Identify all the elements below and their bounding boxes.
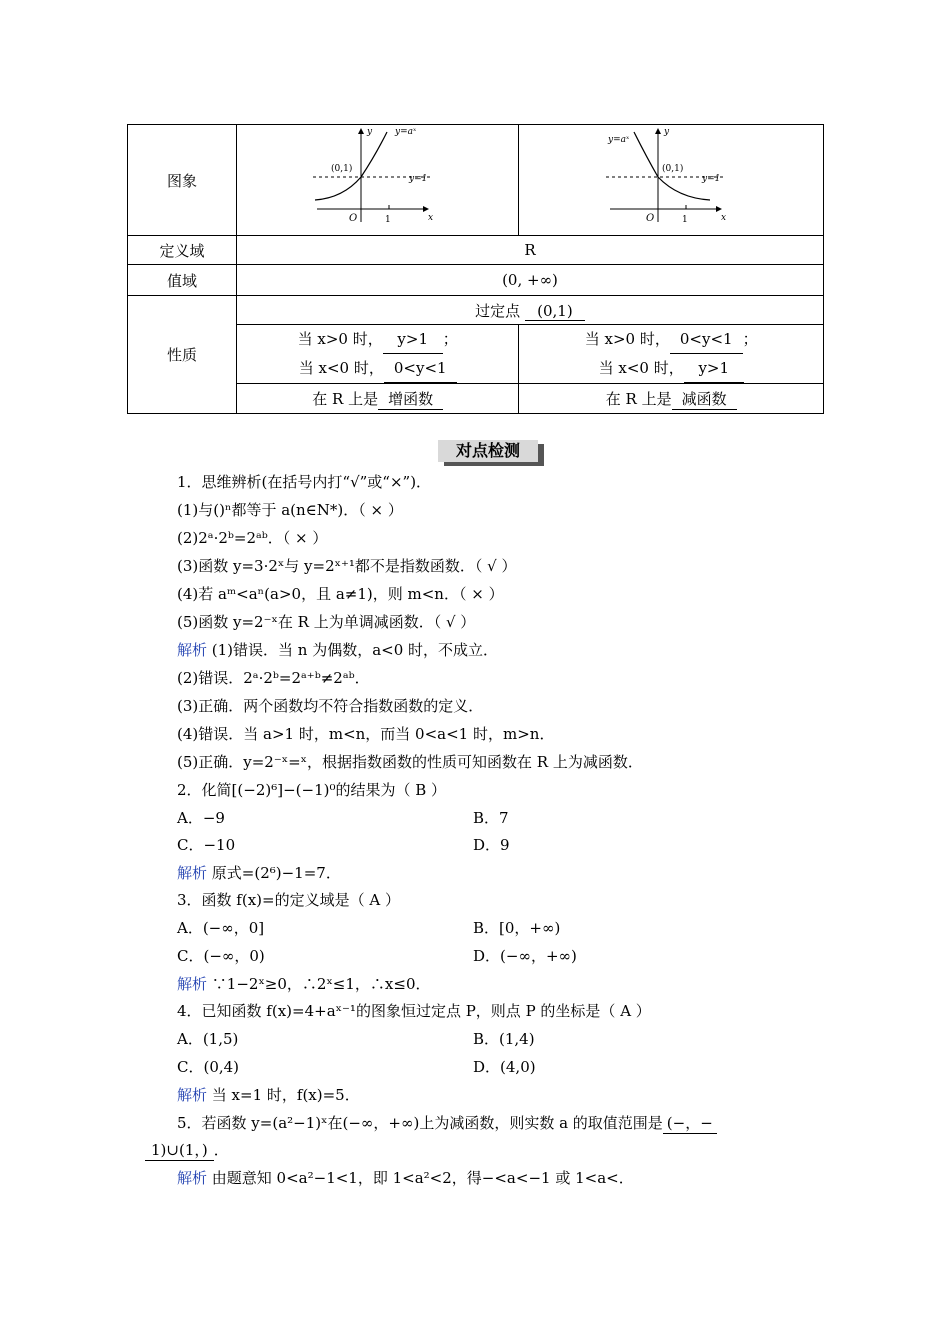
question-5-line-1 xyxy=(177,1112,717,1134)
answer-3-text: ∵1−2ˣ≥0，∴2ˣ≤1，∴x≤0． xyxy=(207,975,431,993)
question-5-line-2 xyxy=(145,1139,229,1161)
fixed-point-answer: (0,1) xyxy=(525,302,585,321)
range-value: (0, +∞) xyxy=(237,265,824,296)
xaxis-label-right: x xyxy=(721,213,727,223)
answer-2-text: 原式=(2⁶)−1=7． xyxy=(207,864,341,882)
right-pos-answer: 0<y<1 xyxy=(670,325,743,354)
question-3-option-c: C．(−∞，0) xyxy=(177,947,265,965)
section-heading xyxy=(438,440,546,466)
graph-row-label: 图象 xyxy=(128,125,237,236)
yaxis-label-left: y xyxy=(366,127,372,137)
analysis-label: 解析 xyxy=(177,1169,208,1187)
question-4-option-c: C．(0,4) xyxy=(177,1058,240,1076)
question-4-option-a: A．(1,5) xyxy=(177,1030,239,1048)
question-3-option-d: D．(−∞，+∞) xyxy=(473,947,577,965)
hline-label-right: y=1 xyxy=(702,174,721,184)
question-4-option-b: B．(1,4) xyxy=(473,1030,535,1048)
right-pos-prefix: 当 x>0 时， xyxy=(584,330,670,348)
left-neg-answer: 0<y<1 xyxy=(384,354,457,383)
answer-2 xyxy=(177,862,341,883)
answer-1-line-2: (2)错误．2ᵃ·2ᵇ=2ᵃ⁺ᵇ≠2ᵃᵇ． xyxy=(177,669,370,687)
answer-1-text: (1)错误．当 n 为偶数，a<0 时，不成立． xyxy=(207,641,499,659)
yaxis-label-right: y xyxy=(664,127,670,137)
point-label-left: (0,1) xyxy=(330,164,353,174)
right-neg-answer: y>1 xyxy=(684,354,744,383)
graph-left-cell xyxy=(237,125,519,236)
fixed-point-prefix: 过定点 xyxy=(475,301,521,320)
answer-5 xyxy=(177,1167,634,1188)
right-monotonic-cell xyxy=(519,384,824,414)
answer-3 xyxy=(177,973,431,994)
origin-label-left: O xyxy=(348,213,357,224)
left-pos-answer: y>1 xyxy=(383,325,443,354)
right-mono-prefix: 在 R 上是 xyxy=(605,389,672,408)
question-2-option-d: D．9 xyxy=(473,836,510,854)
question-4-option-d: D．(4,0) xyxy=(473,1058,536,1076)
tick-label-right: 1 xyxy=(682,215,688,225)
analysis-label: 解析 xyxy=(177,1086,208,1104)
question-2: 2．化简[(−2)⁶]−(−1)⁰的结果为（ B ） xyxy=(177,781,447,799)
left-monotonic-cell xyxy=(237,384,519,414)
hline-label-left: y=1 xyxy=(408,174,428,184)
curve-eq-right: y=aˣ xyxy=(608,135,630,145)
left-pos-suffix: ； xyxy=(442,330,458,348)
curve-eq-left: y=aˣ xyxy=(394,127,416,137)
question-1-item-5: (5)函数 y=2⁻ˣ在 R 上为单调减函数．（ √ ） xyxy=(177,613,476,631)
answer-5-text: 由题意知 0<a²−1<1，即 1<a²<2，得−<a<−1 或 1<a<． xyxy=(207,1169,634,1187)
answer-1-line-3: (3)正确．两个函数均不符合指数函数的定义． xyxy=(177,697,484,715)
right-properties-cell xyxy=(519,325,824,384)
answer-1-line-4: (4)错误．当 a>1 时，m<n，而当 0<a<1 时，m>n． xyxy=(177,725,555,743)
question-5-blank-part-2: 1)∪(1，) xyxy=(145,1139,214,1161)
question-3-option-a: A．(−∞，0] xyxy=(177,919,265,937)
analysis-label: 解析 xyxy=(177,641,208,659)
left-properties-cell xyxy=(237,325,519,384)
question-5-end: ． xyxy=(213,1141,229,1159)
domain-label: 定义域 xyxy=(128,236,237,265)
domain-value: R xyxy=(237,236,824,265)
question-2-option-c: C．−10 xyxy=(177,836,236,854)
xaxis-label-left: x xyxy=(427,213,433,223)
question-5-text: 5．若函数 y=(a²−1)ˣ在(−∞，+∞)上为减函数，则实数 a 的取值范围是 xyxy=(177,1114,663,1132)
right-neg-prefix: 当 x<0 时， xyxy=(598,359,684,377)
properties-table xyxy=(127,124,824,414)
tick-label-left: 1 xyxy=(384,215,391,225)
increasing-exponential-graph xyxy=(313,126,443,226)
question-1-item-3: (3)函数 y=3·2ˣ与 y=2ˣ⁺¹都不是指数函数．（ √ ） xyxy=(177,557,517,575)
left-mono-answer: 增函数 xyxy=(378,388,443,410)
origin-label-right: O xyxy=(646,213,655,224)
question-2-option-b: B．7 xyxy=(473,809,509,827)
properties-label: 性质 xyxy=(128,296,237,414)
left-neg-prefix: 当 x<0 时， xyxy=(298,359,384,377)
question-3: 3．函数 f(x)=的定义域是（ A ） xyxy=(177,891,400,909)
question-5-blank-part-1: (−，− xyxy=(663,1112,717,1134)
graph-right-cell xyxy=(519,125,824,236)
question-1-item-2: (2)2ᵃ·2ᵇ=2ᵃᵇ．（ × ） xyxy=(177,529,328,547)
left-mono-prefix: 在 R 上是 xyxy=(312,389,379,408)
question-2-option-a: A．−9 xyxy=(177,809,225,827)
left-pos-prefix: 当 x>0 时， xyxy=(297,330,383,348)
question-1-item-4: (4)若 aᵐ<aⁿ(a>0，且 a≠1)，则 m<n．（ × ） xyxy=(177,585,504,603)
question-1: 1．思维辨析(在括号内打“√”或“×”)． xyxy=(177,473,432,491)
right-pos-suffix: ； xyxy=(742,330,758,348)
answer-1-line-1 xyxy=(177,639,498,660)
decreasing-exponential-graph xyxy=(606,126,736,226)
answer-4 xyxy=(177,1084,360,1105)
analysis-label: 解析 xyxy=(177,864,208,882)
point-label-right: (0,1) xyxy=(662,164,684,174)
fixed-point-cell xyxy=(237,296,824,325)
right-mono-answer: 减函数 xyxy=(672,388,737,410)
answer-4-text: 当 x=1 时，f(x)=5． xyxy=(207,1086,360,1104)
question-1-item-1: (1)与()ⁿ都等于 a(n∈N*)．（ × ） xyxy=(177,501,403,519)
question-4: 4．已知函数 f(x)=4+aˣ⁻¹的图象恒过定点 P，则点 P 的坐标是（ A ） xyxy=(177,1002,651,1020)
question-3-option-b: B．[0，+∞) xyxy=(473,919,561,937)
analysis-label: 解析 xyxy=(177,975,208,993)
answer-1-line-5: (5)正确．y=2⁻ˣ=ˣ，根据指数函数的性质可知函数在 R 上为减函数． xyxy=(177,753,643,771)
range-label: 值域 xyxy=(128,265,237,296)
section-heading-text: 对点检测 xyxy=(438,440,538,462)
